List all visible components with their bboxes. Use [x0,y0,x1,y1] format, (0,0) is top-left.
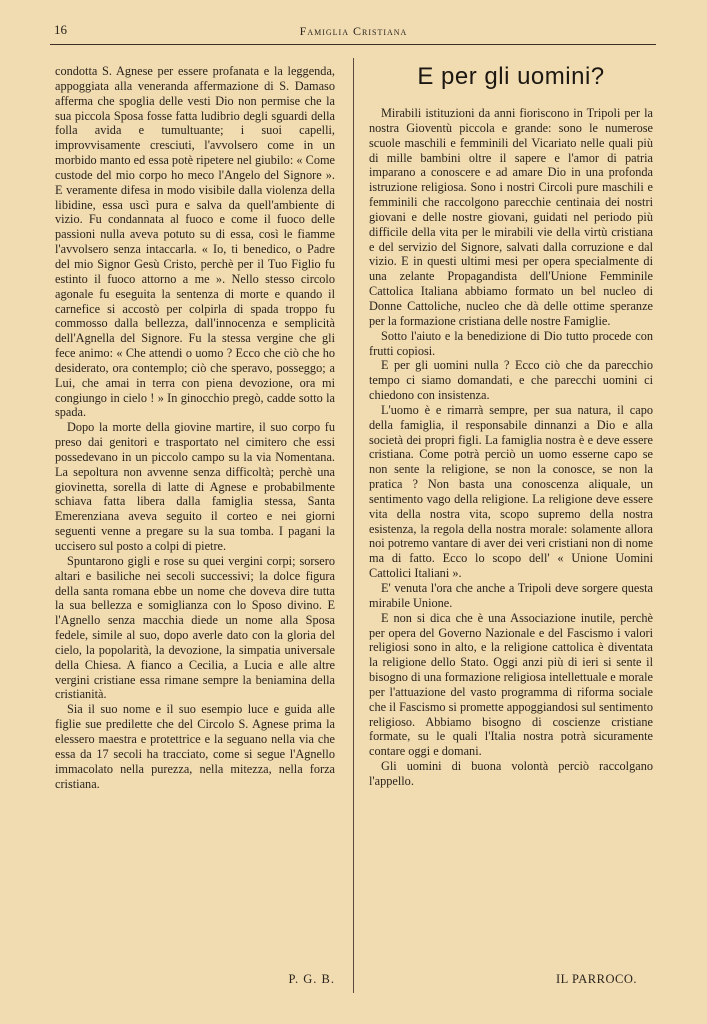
left-column [55,64,335,791]
paragraph: L'uomo è e rimarrà sempre, per sua natura, il capo della famiglia, il responsabile dinnanzi a Dio e alla società dei propri figli. La famiglia nostra è e deve essere cristiana. Come potrà perciò un uomo esserne capo se non sente la religione, se non la conosce, se non la pratica ? Non basta una conoscenza aliquale, un sentimento vago della religione. La religione deve essere vita della nostra vita, scopo supremo della nostra esistenza, la regola della nostra morale: solamente allora noi potremo vantare di aver dei veri cristiani non di nome ma di fatto. Ecco lo scopo dell' « Unione Uomini Cattolici Italiani ». [369,402,653,581]
paragraph: Mirabili istituzioni da anni fioriscono in Tripoli per la nostra Gioventù piccola e grande: sono le numerose scuole maschili e femminili del Vicariato nelle quali più di mille bambini oltre il sapere e l'amor di patria imparano a conoscere e ad amare Dio in una profonda istruzione religiosa. Sono i nostri Circoli pure maschili e femminili che raccolgono parecchie centinaia dei nostri giovani e delle nostre giovani, guidati nel periodo più difficile della vita per le mirabili vie della virtù cristiana e del servizio del Signore, salvati dalla corruzione e dal vizio. E in questi ultimi mesi per opera specialmente di una zelante Propagandista dell'Unione Femminile Cattolica Italiana abbiamo formato un bel nucleo di Donne Cattoliche, nucleo che dà delle ottime speranze per la formazione cristiana delle nostre Famiglie. [369,106,653,328]
article-title: E per gli uomini? [417,63,605,90]
paragraph: Spuntarono gigli e rose su quei vergini corpi; sorsero altari e basiliche nei secoli successivi; la dolce figura della santa romana ebbe un nome che doveva dire tutta la sua bellezza e somiglianza con lo Sposo divino. E l'Agnello senza macchia diede un nome alla Sposa fedele, simile al suo, dopo averle dato con la gloria del cielo, la popolarità, la devozione, la simpatia universale della Chiesa. A fianco a Cecilia, a Lucia e alle altre vergini cristiane essa rimane sempre la beniamina della cristianità. [55,553,335,702]
running-head: Famiglia Cristiana [299,24,408,38]
right-signature: IL PARROCO. [556,972,637,986]
column-divider [353,58,354,993]
paragraph: E' venuta l'ora che anche a Tripoli deve sorgere questa mirabile Unione. [369,581,653,610]
page-number: 16 [54,22,67,37]
paragraph: E per gli uomini nulla ? Ecco ciò che da parecchio tempo ci siamo domandati, e che parecchi uomini ci chiedono con insistenza. [369,358,653,403]
paragraph: condotta S. Agnese per essere profanata e la leggenda, appoggiata alla veneranda affermazione di S. Damaso afferma che spoglia delle vesti Dio non permise che la sua piccola Sposa fosse fatta ludibrio degli sguardi della folla avida e tumultuante; i suoi capelli, improvvisamente cresciuti, l'avvolsero come in un morbido manto ed essa potè ripetere nel giubilo: « Come custode del mio corpo ho meco l'Angelo del Signore ». E veramente difesa in modo visibile dalla violenza della libidine, essa uscì pura e salva da quell'ambiente di vizio. Fu condannata al fuoco e come il fuoco delle passioni nulla aveva potuto su di essa, così le fiamme l'avvolsero senza intaccarla. « Io, ti benedico, o Padre del mio Signor Gesù Cristo, perchè per il Tuo Figlio fu estinto il fuoco attorno a me ». Nello stesso circolo agonale fu eseguita la sentenza di morte e quando il carnefice si accostò per colpirla di spada troppo fu commosso dalla bellezza, dall'innocenza e semplicità dell'Agnella del Signore. Fu la stessa vergine che gli fece animo: « Che attendi o uomo ? Ecco che ciò che ho desiderato, ora contemplo; ciò che speravo, posseggo; a Lui, che amai in terra con piena devozione, ora mi congiungo in cielo ! » In ginocchio pregò, cadde sotto la spada. [55,64,335,420]
paragraph: Sotto l'aiuto e la benedizione di Dio tutto procede con frutti copiosi. [369,328,653,358]
left-signature: P. G. B. [288,972,335,986]
paragraph: Dopo la morte della giovine martire, il suo corpo fu preso dai genitori e trasportato nel cimitero che essi possedevano in un piccolo campo su la via Nomentana. La sepoltura non avvenne senza difficoltà; perchè una giovinetta, sorella di latte di Agnese e probabilmente schiava fatta libera dalla famiglia stessa, Santa Emerenziana aveva seguito il corteo e nei giorni seguenti venne a pregare su la sua tomba. I pagani la uccisero sul posto a colpi di pietre. [55,420,335,553]
paragraph: Gli uomini di buona volontà perciò raccolgano l'appello. [369,759,653,788]
paragraph: E non si dica che è una Associazione inutile, perchè per opera del Governo Nazionale e del Fascismo i valori religiosi sono in alto, e la religione cattolica è diventata la religione dello Stato. Oggi anzi più di ieri si sente il bisogno di una formazione religiosa intellettuale e morale per l'attuazione del vasto programma di riforma sociale che il Fascismo si promette appoggiandosi sul sentimento religioso. Abbiamo bisogno di coscienze cristiane formate, su le quali l'Italia nostra potrà sicuramente contare oggi e domani. [369,610,653,759]
right-column [369,62,653,789]
paragraph: Sia il suo nome e il suo esempio luce e guida alle figlie sue predilette che del Circolo S. Agnese prima la elessero maestra e protettrice e la seguano nella via che essa da 17 secoli ha tracciato, come si segue l'Agnello immacolato nella purezza, nella mitezza, nella forza cristiana. [55,702,335,791]
header-rule [50,44,656,45]
